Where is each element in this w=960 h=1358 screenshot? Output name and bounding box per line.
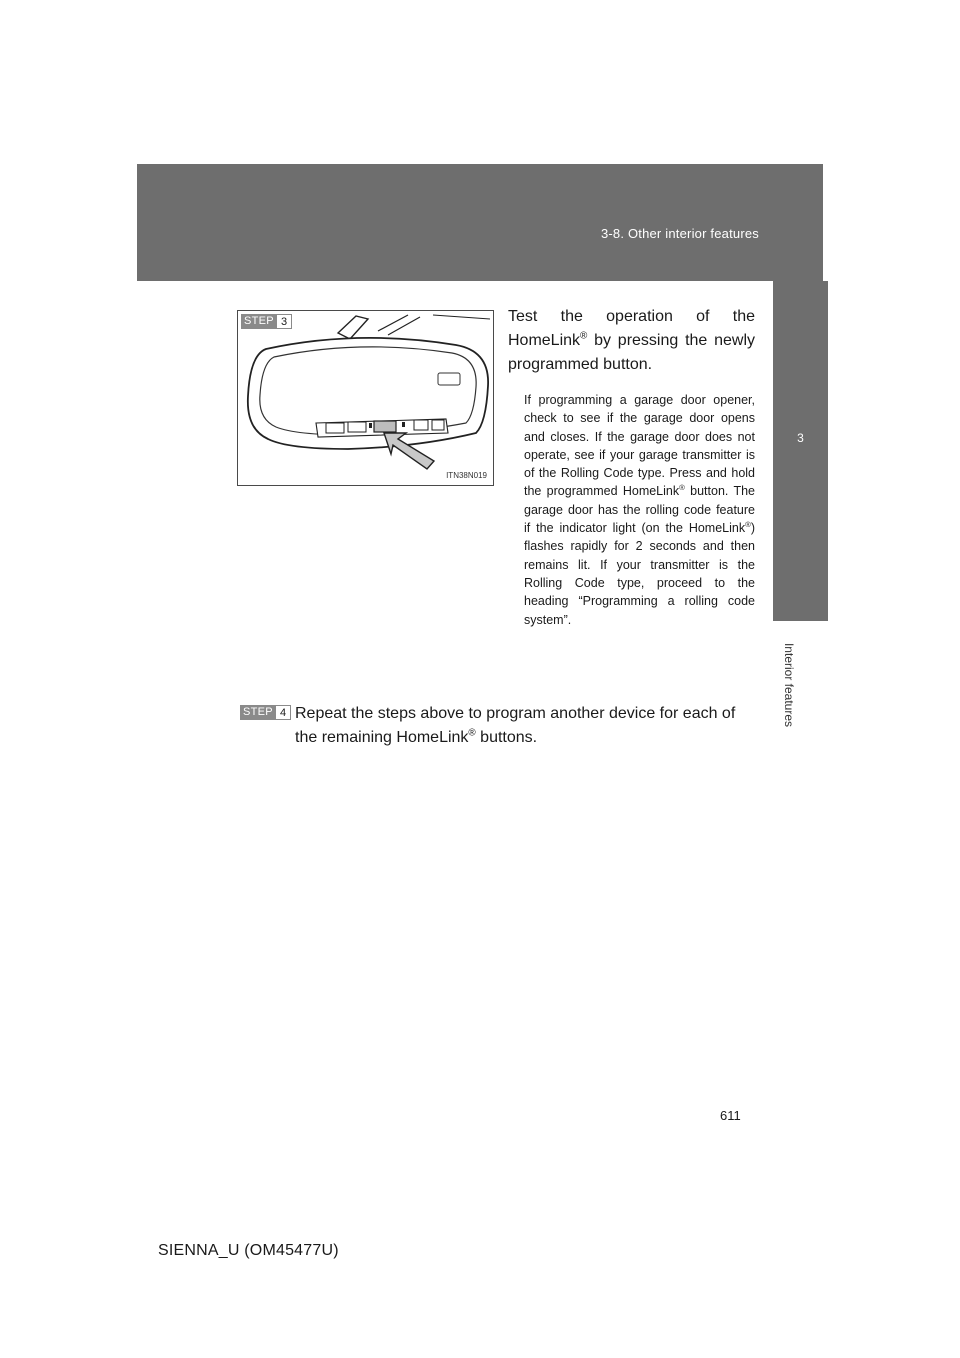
- page-number: 611: [720, 1108, 741, 1123]
- registered-mark: ®: [580, 330, 588, 342]
- step3-badge-number: 3: [277, 314, 292, 329]
- step3-explanation: [524, 391, 755, 629]
- manual-code: SIENNA_U (OM45477U): [158, 1242, 339, 1259]
- section-title: 3-8. Other interior features: [600, 226, 759, 241]
- step4-instruction: [295, 702, 755, 750]
- step3-lead-part2: by pressing the newly programmed button.: [508, 332, 755, 373]
- registered-mark: ®: [468, 727, 476, 739]
- step4-badge: [240, 705, 291, 720]
- figure-code: ITN38N019: [446, 471, 487, 480]
- rearview-mirror-drawing: [238, 311, 493, 485]
- chapter-title: Interior features: [782, 642, 796, 728]
- step3-body-part3: ) flashes rapidly for 2 seconds and then remains lit. If your transmitter is the Rolling Code type, proceed to the heading “Programming a rolling code system”.: [524, 521, 755, 627]
- step4-text-part2: buttons.: [475, 729, 538, 746]
- registered-mark: ®: [745, 519, 751, 529]
- step3-instruction: [508, 305, 755, 377]
- chapter-number: 3: [797, 431, 804, 445]
- step4-badge-word: STEP: [240, 705, 276, 720]
- registered-mark: ®: [679, 483, 685, 493]
- step3-lead-part1: Test the operation of the HomeLink: [508, 308, 755, 349]
- chapter-tab: [773, 281, 828, 621]
- step3-badge-word: STEP: [241, 314, 277, 329]
- step4-badge-number: 4: [276, 705, 291, 720]
- step3-body-part2: button. The garage door has the rolling code feature if the indicator light (on the HomeLink: [524, 484, 755, 536]
- chapter-title-container: [763, 625, 799, 745]
- header-band: [137, 164, 823, 281]
- mirror-illustration: [237, 310, 494, 486]
- step4-text-part1: Repeat the steps above to program another device for each of the remaining HomeLink: [295, 705, 736, 746]
- step3-body-part1: If programming a garage door opener, check to see if the garage door opens and closes. If the garage door does not operate, see if your garage transmitter is of the Rolling Code type. Press and hold the programmed HomeLink: [524, 393, 755, 499]
